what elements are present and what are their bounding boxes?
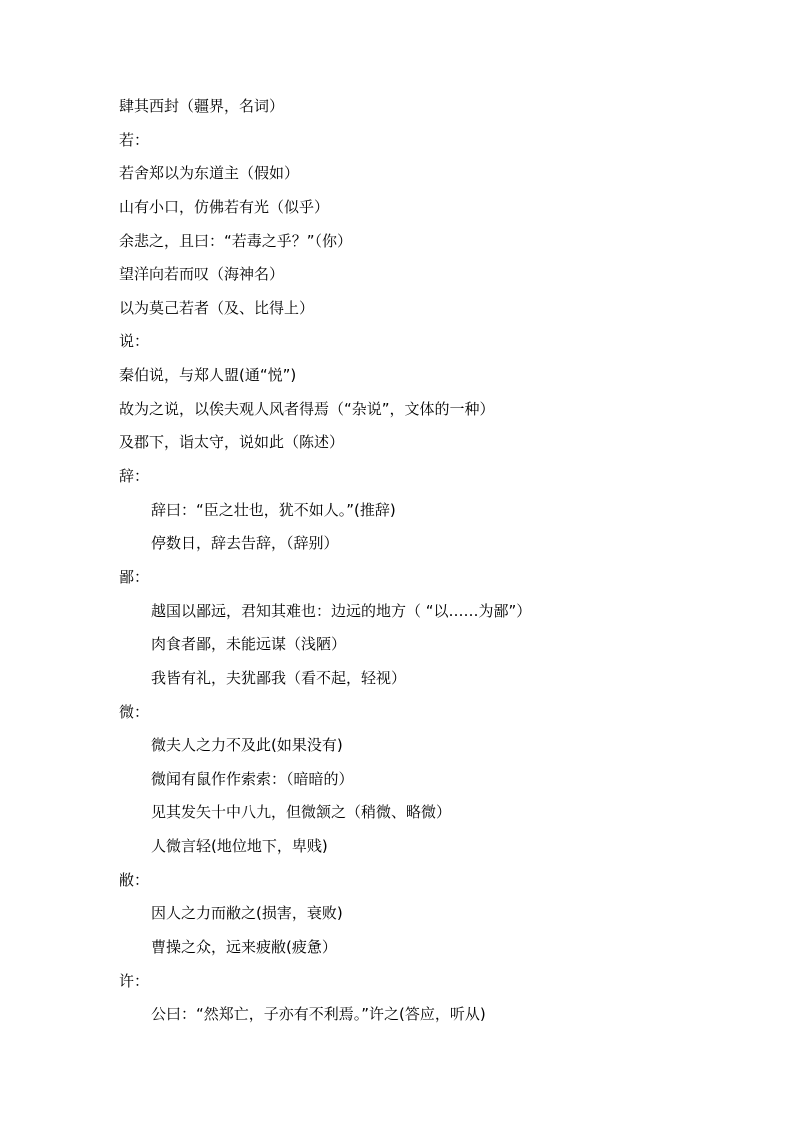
text-line: 微夫人之力不及此(如果没有): [151, 736, 343, 755]
text-line: 见其发矢十中八九，但微颔之（稍微、略微）: [151, 803, 452, 822]
text-line: 公曰：“然郑亡，子亦有不利焉。”许之(答应，听从): [151, 1005, 486, 1024]
text-line: 若舍郑以为东道主（假如）: [119, 164, 300, 183]
section-heading: 说：: [119, 332, 150, 351]
text-line: 望洋向若而叹（海神名）: [119, 265, 285, 284]
section-heading: 微：: [119, 702, 150, 721]
text-line: 秦伯说，与郑人盟(通“悦”): [119, 366, 297, 385]
text-line: 肉食者鄙，未能远谋（浅陋）: [151, 635, 347, 654]
text-line: 故为之说，以俟夫观人风者得焉（“杂说”，文体的一种）: [119, 399, 495, 418]
text-line: 人微言轻(地位地下，卑贱): [151, 837, 328, 856]
text-line: 山有小口，仿佛若有光（似乎）: [119, 197, 330, 216]
text-line: 辞曰：“臣之壮也，犹不如人。”(推辞): [151, 500, 396, 519]
text-line: 微闻有鼠作作索索：（暗暗的）: [151, 769, 354, 788]
text-line: 因人之力而敝之(损害，衰败): [151, 904, 343, 923]
text-line: 停数日，辞去告辞，（辞别）: [151, 534, 339, 553]
section-heading: 许：: [119, 971, 150, 990]
text-line: 肆其西封（疆界，名词）: [119, 97, 285, 115]
text-line: 以为莫己若者（及、比得上）: [119, 298, 315, 317]
text-line: 曹操之众，远来疲敝(疲惫）: [151, 938, 337, 957]
section-heading: 若：: [119, 130, 150, 149]
section-heading: 辞：: [119, 467, 150, 486]
section-heading: 鄙：: [119, 567, 150, 586]
section-heading: 敝：: [119, 870, 150, 889]
text-line: 余悲之，且曰：“若毒之乎？”（你）: [119, 231, 353, 250]
text-line: 我皆有礼，夫犹鄙我（看不起，轻视）: [151, 668, 407, 687]
text-line: 越国以鄙远，君知其难也：边远的地方（ “以……为鄙”）: [151, 601, 532, 620]
document-text-lines: [119, 94, 531, 1036]
text-line: 及郡下，诣太守，说如此（陈述）: [119, 433, 345, 452]
